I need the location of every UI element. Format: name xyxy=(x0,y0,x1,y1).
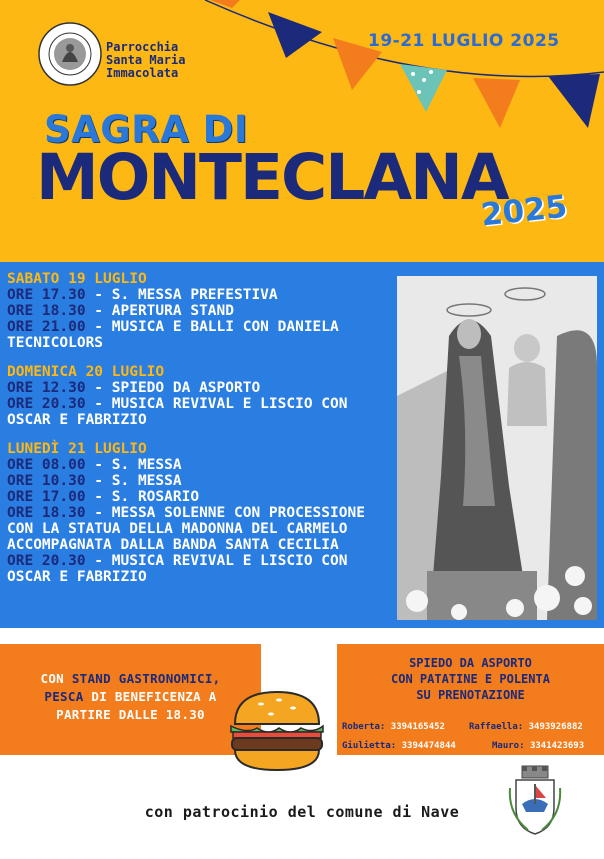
parish-line: Immacolata xyxy=(106,66,179,80)
event-time: ORE 20.30 xyxy=(7,396,86,412)
event-line xyxy=(7,489,393,505)
burger-icon xyxy=(227,688,327,776)
parish-seal xyxy=(38,22,102,86)
stand-line: PARTIRE DALLE 18.30 xyxy=(56,707,205,722)
event-text: - S. MESSA xyxy=(85,457,182,473)
event-line xyxy=(7,553,393,585)
contact-number: 3341423693 xyxy=(529,741,585,751)
spiedo-line: SPIEDO DA ASPORTO xyxy=(409,656,532,670)
stand-line xyxy=(0,688,261,706)
stand-info-text xyxy=(0,670,261,724)
contact-raffaella xyxy=(469,722,583,732)
event-line xyxy=(7,380,393,396)
event-time: ORE 10.30 xyxy=(7,473,86,489)
event-time: ORE 21.00 xyxy=(7,319,86,335)
title-year: 2025 xyxy=(479,188,569,234)
parish-line: Parrocchia xyxy=(106,40,179,54)
event-text: - MUSICA REVIVAL E LISCIO CON OSCAR E FABRIZIO xyxy=(7,553,348,585)
nave-coat-of-arms xyxy=(508,764,562,836)
event-dates: 19-21 LUGLIO 2025 xyxy=(368,31,560,51)
pesca-highlight: PESCA xyxy=(44,689,84,704)
stand-highlight: STAND GASTRONOMICI, xyxy=(71,671,221,686)
stand-line xyxy=(0,670,261,688)
contact-roberta xyxy=(342,722,445,732)
event-text: - MESSA SOLENNE CON PROCESSIONE CON LA STATUA DELLA MADONNA DEL CARMELO ACCOMPAGNATA DALLA BANDA SANTA CECILIA xyxy=(7,505,365,553)
spiedo-line: SU PRENOTAZIONE xyxy=(416,688,525,702)
event-text: - S. ROSARIO xyxy=(85,489,200,505)
contact-giulietta xyxy=(342,741,456,751)
stand-con: CON xyxy=(40,671,72,686)
event-time: ORE 20.30 xyxy=(7,553,86,569)
event-text: - SPIEDO DA ASPORTO xyxy=(85,380,261,396)
contact-name: Giulietta: xyxy=(342,741,402,751)
event-line xyxy=(7,319,393,351)
event-time: ORE 12.30 xyxy=(7,380,86,396)
footer-patronage: con patrocinio del comune di Nave xyxy=(144,803,460,821)
day-block-saturday xyxy=(7,271,393,351)
contact-number: 3394165452 xyxy=(390,722,445,732)
event-text: - MUSICA REVIVAL E LISCIO CON OSCAR E FABRIZIO xyxy=(7,396,348,428)
event-line xyxy=(7,396,393,428)
title-monteclana: MONTECLANA xyxy=(36,141,508,214)
event-text: - S. MESSA xyxy=(85,473,182,489)
event-line xyxy=(7,287,393,303)
parish-line: Santa Maria xyxy=(106,53,186,67)
event-text: - APERTURA STAND xyxy=(85,303,234,319)
contact-name: Roberta: xyxy=(342,722,391,732)
contact-number: 3493926882 xyxy=(528,722,583,732)
stand-rest: DI BENEFICENZA A xyxy=(83,689,217,704)
day-block-monday xyxy=(7,441,393,585)
day-heading: DOMENICA 20 LUGLIO xyxy=(7,364,165,380)
day-heading: SABATO 19 LUGLIO xyxy=(7,271,147,287)
day-heading: LUNEDÌ 21 LUGLIO xyxy=(7,441,147,457)
event-line xyxy=(7,505,393,553)
contact-mauro xyxy=(492,741,584,751)
event-time: ORE 17.00 xyxy=(7,489,86,505)
event-text: - MUSICA E BALLI CON DANIELA TECNICOLORS xyxy=(7,319,339,351)
event-time: ORE 18.30 xyxy=(7,303,86,319)
contact-number: 3394474844 xyxy=(401,741,456,751)
event-time: ORE 08.00 xyxy=(7,457,86,473)
event-line xyxy=(7,473,393,489)
event-text: - S. MESSA PREFESTIVA xyxy=(85,287,278,303)
contact-name: Raffaella: xyxy=(469,722,529,732)
schedule xyxy=(7,271,393,598)
event-time: ORE 18.30 xyxy=(7,505,86,521)
event-time: ORE 17.30 xyxy=(7,287,86,303)
event-line xyxy=(7,457,393,473)
contact-name: Mauro: xyxy=(492,741,530,751)
parish-name xyxy=(106,41,185,80)
spiedo-info-text xyxy=(337,655,604,703)
event-line xyxy=(7,303,393,319)
title-sagra: SAGRA DI xyxy=(44,108,249,151)
spiedo-line: CON PATATINE E POLENTA xyxy=(391,672,550,686)
day-block-sunday xyxy=(7,364,393,428)
madonna-statue-photo xyxy=(397,276,597,620)
